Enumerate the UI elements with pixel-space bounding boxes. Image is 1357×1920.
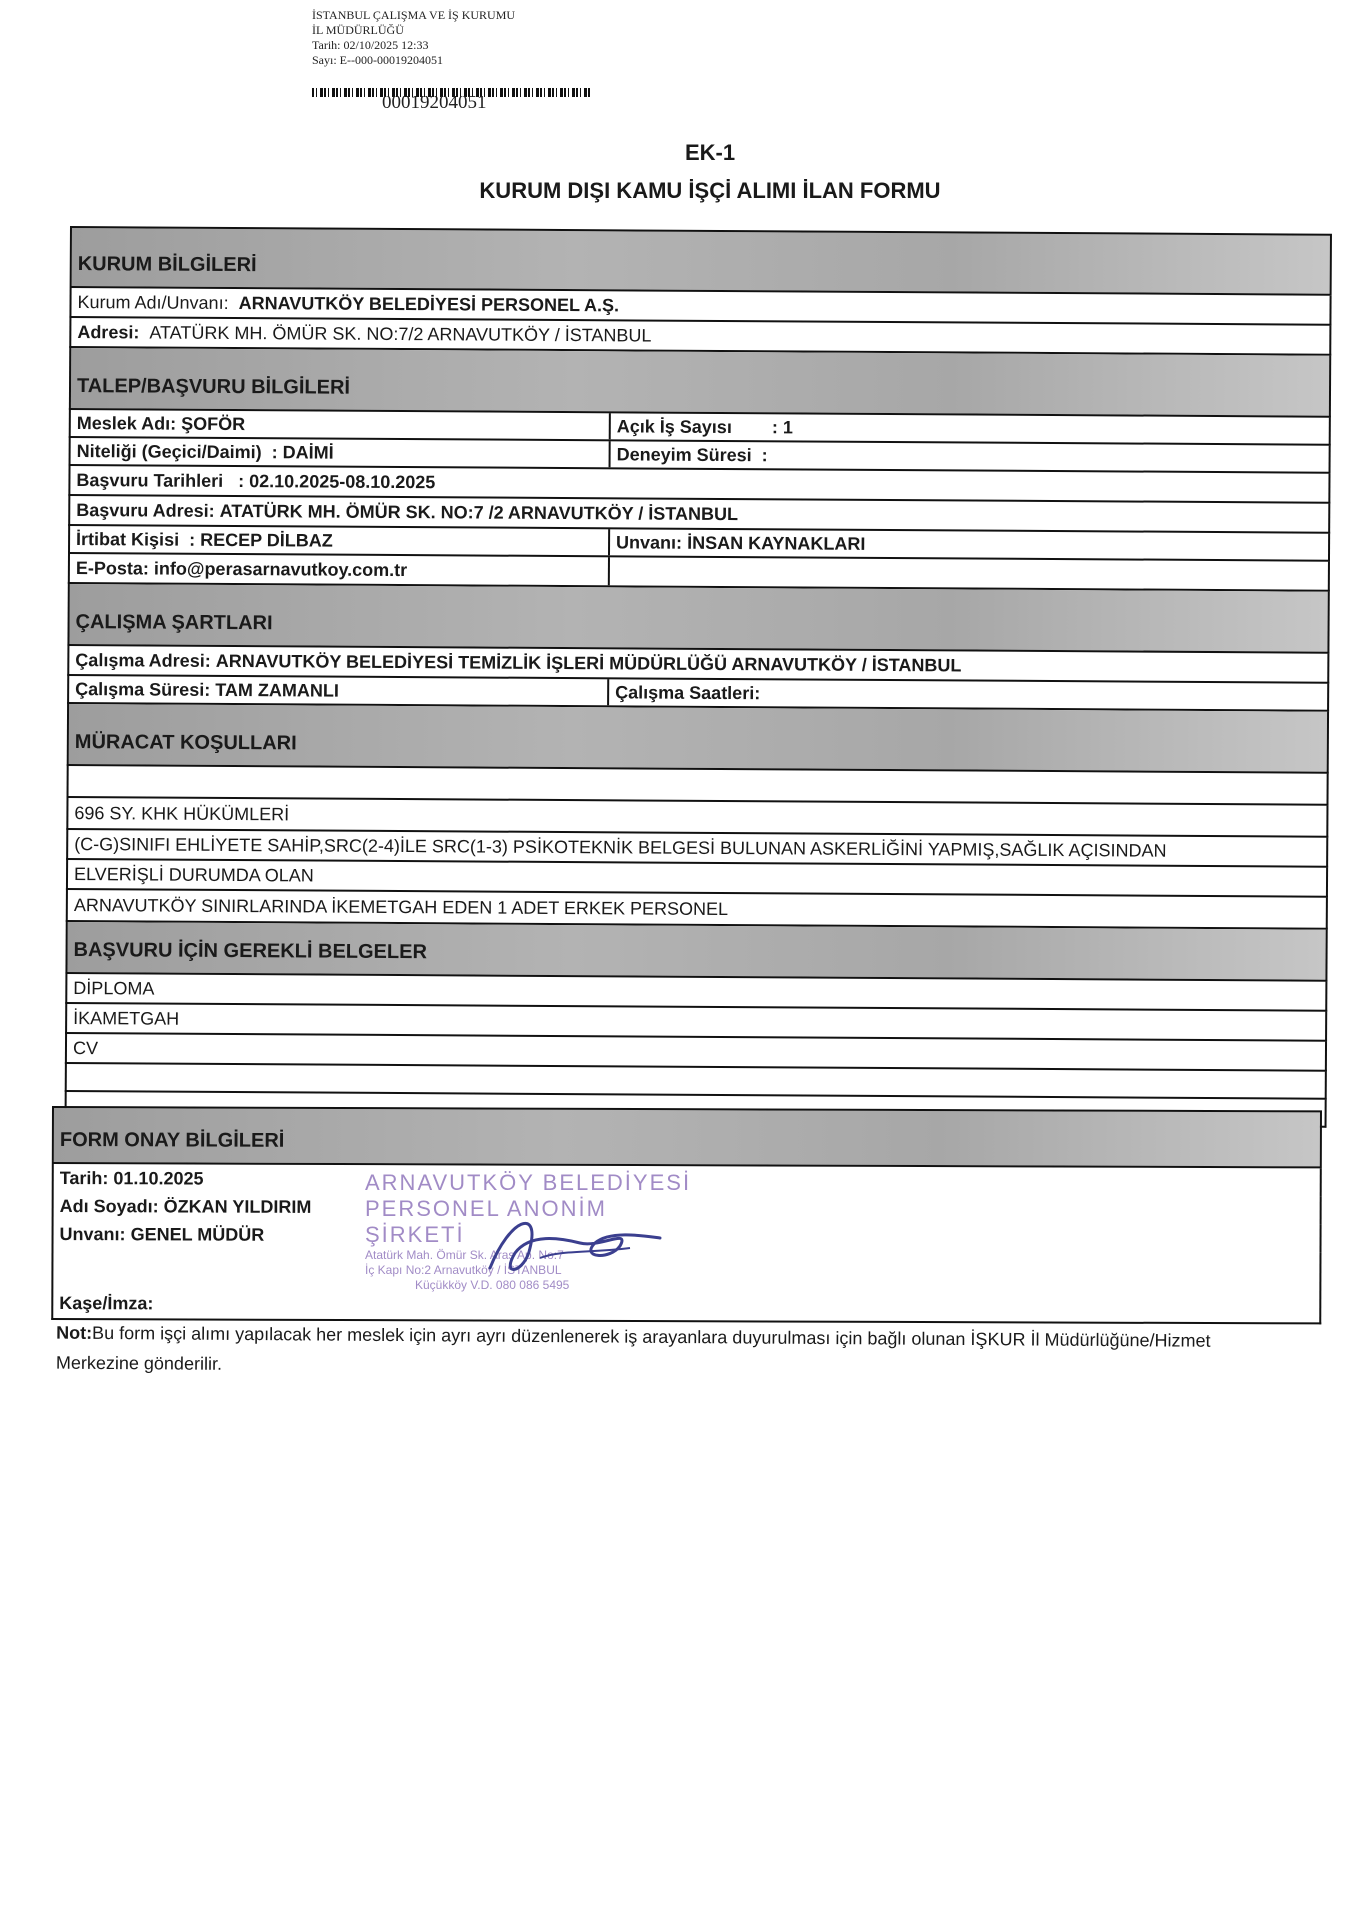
label: Kaşe/İmza: (59, 1292, 154, 1313)
registry-date: Tarih: 02/10/2025 12:33 (312, 38, 429, 52)
section-title: TALEP/BAŞVURU BİLGİLERİ (76, 375, 351, 399)
footnote (56, 1318, 1296, 1387)
value: GENEL MÜDÜR (130, 1223, 265, 1245)
label: Unvanı: (616, 531, 683, 553)
list-item: 696 SY. KHK HÜKÜMLERİ (74, 802, 290, 824)
section-muracat (67, 704, 1329, 774)
label: Başvuru Tarihleri (76, 469, 224, 491)
label: E-Posta: (75, 557, 149, 578)
note-text: Bu form işçi alımı yapılacak her meslek için ayrı ayrı düzenlenerek iş arayanlara duyurulması için bağlı olunan İŞKUR İl Müdürlüğüne/Hizmet Merkezine gönderilir. (55, 1322, 1211, 1374)
section-belgeler (65, 922, 1327, 982)
value: ATATÜRK MH. ÖMÜR SK. NO:7 /2 ARNAVUTKÖY / İSTANBUL (219, 500, 739, 524)
registry-number: 00019204051 (382, 96, 487, 112)
value: ŞOFÖR (181, 413, 246, 434)
value: : 1 (771, 416, 793, 437)
value: : 02.10.2025-08.10.2025 (238, 470, 436, 492)
stamp-line-4: İç Kapı No:2 Arnavutköy / İSTANBUL (365, 1263, 562, 1277)
stamp-line-3: Atatürk Mah. Ömür Sk. Aras Ap. No:7 (365, 1248, 564, 1262)
value: İNSAN KAYNAKLARI (687, 532, 866, 554)
value: : (761, 444, 768, 465)
stamp-line-2: PERSONEL ANONİM ŞİRKETİ (365, 1196, 607, 1247)
registry-sayi: Sayı: E--000-00019204051 (312, 53, 443, 67)
section-talep (69, 348, 1331, 418)
label: Unvanı: (59, 1223, 126, 1244)
section-kurum (70, 226, 1332, 296)
list-item: ARNAVUTKÖY SINIRLARINDA İKEMETGAH EDEN 1 ADET ERKEK PERSONEL (73, 894, 729, 919)
label: Çalışma Süresi: (75, 678, 211, 700)
form-annex-title: EK-1 (684, 140, 736, 165)
list-item: DİPLOMA (73, 977, 155, 999)
email-value[interactable]: info@perasarnavutkoy.com.tr (153, 558, 408, 580)
list-item: İKAMETGAH (73, 1007, 180, 1029)
label: Meslek Adı: (76, 412, 177, 434)
label: Başvuru Adresi: (76, 499, 215, 521)
section-title: MÜRACAT KOŞULLARI (74, 731, 297, 755)
label: Açık İş Sayısı (616, 415, 732, 437)
signature-icon (470, 1198, 670, 1288)
stamp-line-5: Küçükköy V.D. 080 086 5495 (415, 1278, 570, 1292)
form-table-upper (65, 226, 1332, 1128)
value: ATATÜRK MH. ÖMÜR SK. NO:7/2 ARNAVUTKÖY / İSTANBUL (149, 321, 652, 346)
label: Adı Soyadı: (59, 1195, 159, 1216)
value: TAM ZAMANLI (215, 679, 339, 701)
note-label: Not: (56, 1322, 93, 1343)
label: Adresi: (77, 321, 140, 342)
section-calisma (67, 584, 1329, 654)
registry-block (312, 8, 515, 68)
label: Kurum Adı/Unvanı: (77, 291, 229, 313)
list-item: (C-G)SINIFI EHLİYETE SAHİP,SRC(2-4)İLE SRC(1-3) PSİKOTEKNİK BELGESİ BULUNAN ASKERLİĞİNİ YAPMIŞ,SAĞLIK AÇISINDAN (74, 833, 1167, 861)
list-item: CV (72, 1037, 99, 1058)
label: Niteliği (Geçici/Daimi) (76, 440, 262, 462)
value: 01.10.2025 (113, 1167, 204, 1189)
value: : RECEP DİLBAZ (189, 529, 333, 551)
list-item: ELVERİŞLİ DURUMDA OLAN (73, 863, 314, 886)
section-title: FORM ONAY BİLGİLERİ (59, 1129, 285, 1152)
value: ÖZKAN YILDIRIM (163, 1195, 312, 1217)
value: : DAİMİ (271, 441, 334, 463)
section-title: ÇALIŞMA ŞARTLARI (75, 611, 273, 635)
registry-line-1: İSTANBUL ÇALIŞMA VE İŞ KURUMU (312, 8, 516, 22)
label: Çalışma Saatleri: (615, 681, 761, 703)
form-title: KURUM DIŞI KAMU İŞÇİ ALIMI İLAN FORMU (479, 178, 941, 203)
value: ARNAVUTKÖY BELEDİYESİ PERSONEL A.Ş. (238, 292, 620, 315)
section-title: KURUM BİLGİLERİ (77, 253, 257, 277)
label: Çalışma Adresi: (75, 649, 211, 671)
stamp-line-1: ARNAVUTKÖY BELEDİYESİ (365, 1170, 692, 1195)
section-title: BAŞVURU İÇİN GEREKLİ BELGELER (73, 939, 427, 964)
label: Deneyim Süresi (616, 443, 752, 465)
label: Tarih: (59, 1167, 109, 1188)
registry-line-2: İL MÜDÜRLÜĞÜ (312, 23, 404, 37)
label: İrtibat Kişisi (76, 528, 180, 550)
value: ARNAVUTKÖY BELEDİYESİ TEMİZLİK İŞLERİ MÜDÜRLÜĞÜ ARNAVUTKÖY / İSTANBUL (215, 650, 962, 675)
section-onay (52, 1106, 1322, 1168)
